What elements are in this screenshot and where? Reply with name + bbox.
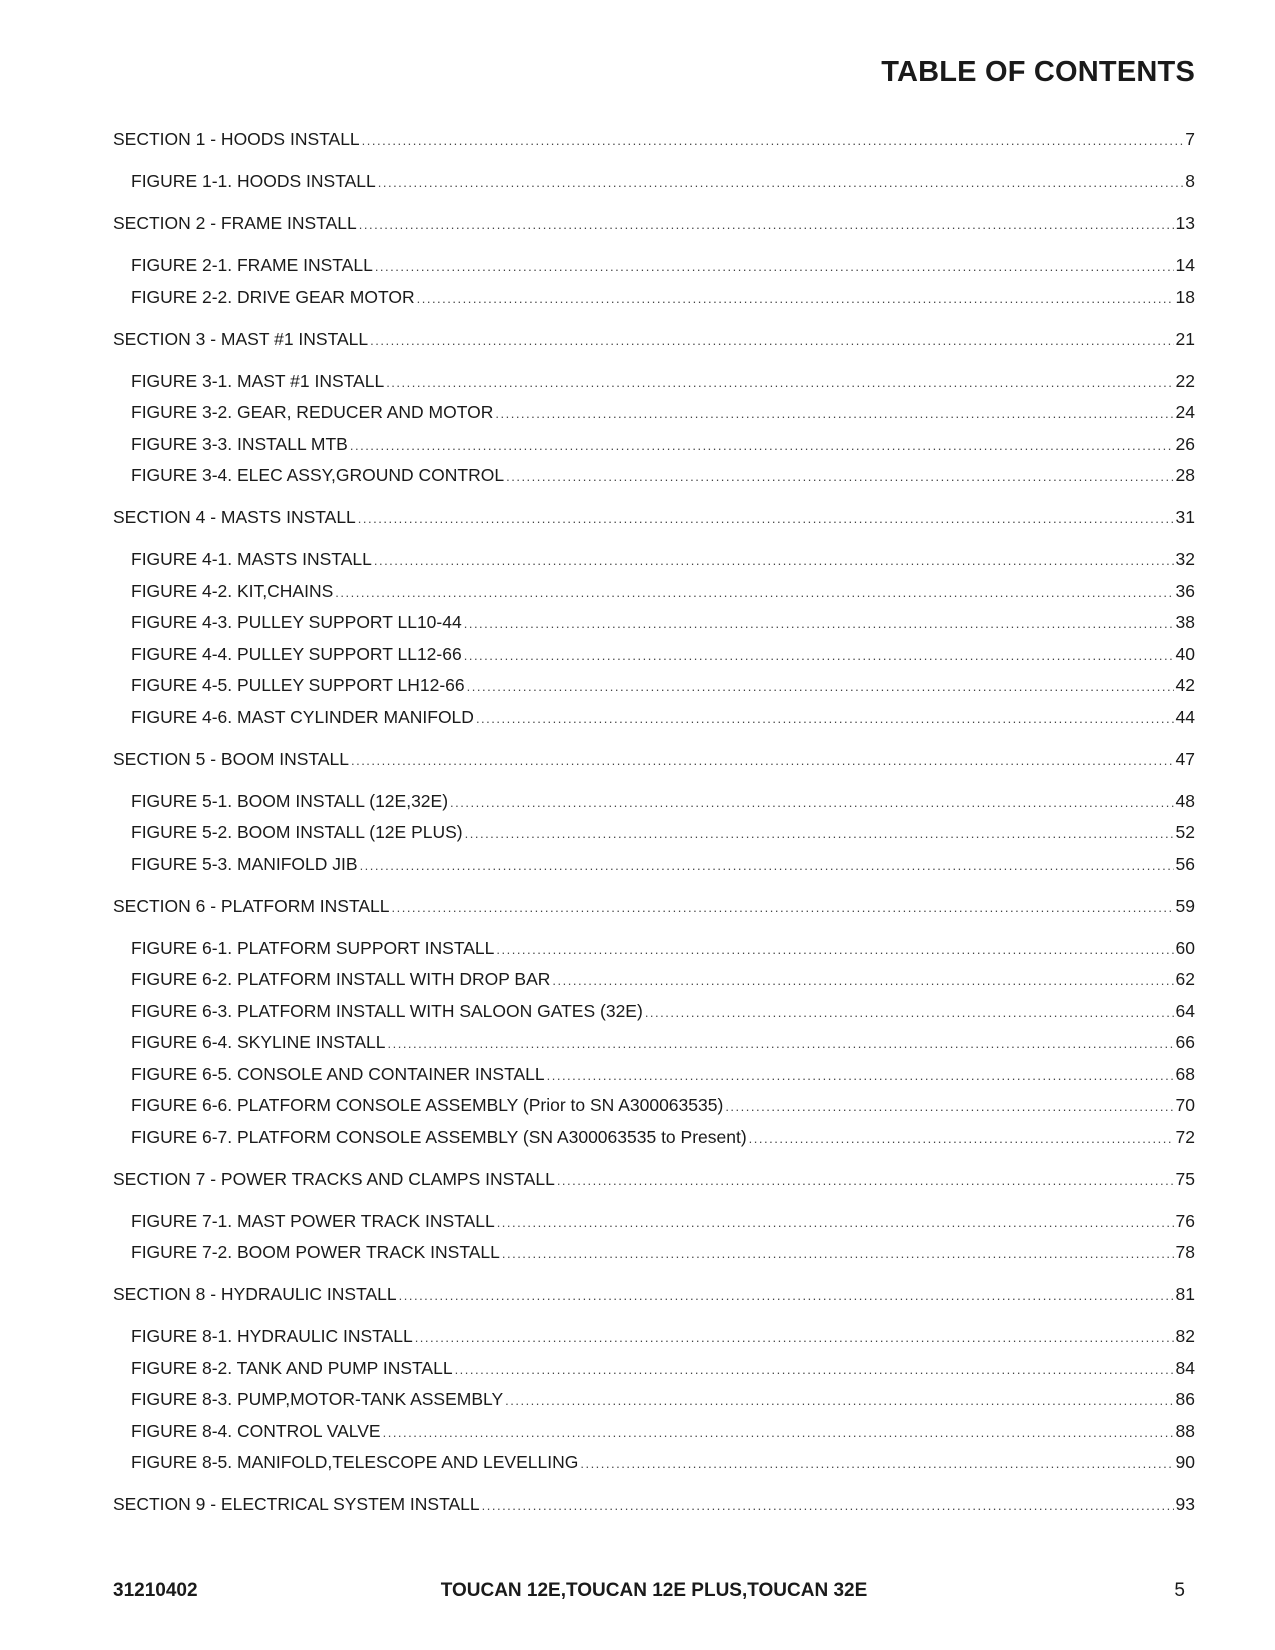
toc-entry-page: 68 [1175, 1063, 1195, 1084]
dot-leader [362, 130, 1184, 152]
toc-entry-page: 56 [1175, 853, 1195, 874]
toc-entry-label: FIGURE 4-1. MASTS INSTALL [131, 549, 372, 569]
toc-entry-page: 70 [1175, 1095, 1195, 1115]
dot-leader [645, 1002, 1174, 1024]
toc-entry-page: 28 [1175, 465, 1195, 485]
toc-entry-label: FIGURE 4-6. MAST CYLINDER MANIFOLD [131, 706, 474, 727]
toc-figure-entry[interactable] [113, 433, 1195, 455]
dot-leader [359, 214, 1174, 236]
dot-leader [749, 1128, 1174, 1150]
toc-entry-page: 48 [1175, 790, 1195, 811]
dot-leader [450, 792, 1173, 814]
dot-leader [375, 256, 1174, 278]
toc-entry-label: SECTION 3 - MAST #1 INSTALL [113, 328, 369, 349]
toc-figure-entry[interactable] [113, 580, 1195, 602]
toc-figure-entry[interactable] [113, 790, 1195, 812]
toc-entry-page: 86 [1175, 1389, 1195, 1409]
dot-leader [415, 1327, 1174, 1349]
toc-entry-page: 22 [1175, 370, 1195, 391]
dot-leader [455, 1359, 1174, 1381]
toc-entry-page: 36 [1175, 580, 1195, 601]
toc-figure-entry[interactable] [113, 170, 1195, 192]
toc-figure-entry[interactable] [113, 1241, 1195, 1263]
toc-entry-label: FIGURE 7-2. BOOM POWER TRACK INSTALL [131, 1242, 500, 1262]
toc-entry-page: 18 [1175, 286, 1195, 307]
toc-figure-entry[interactable] [113, 1063, 1195, 1085]
toc-entry-page: 42 [1175, 675, 1195, 695]
toc-section-entry[interactable] [113, 506, 1195, 528]
toc-figure-entry[interactable] [113, 643, 1195, 665]
dot-leader [476, 708, 1174, 730]
toc-entry-label: FIGURE 6-5. CONSOLE AND CONTAINER INSTALL [131, 1063, 545, 1084]
toc-entry-page: 64 [1175, 1000, 1195, 1021]
dot-leader [506, 466, 1173, 488]
dot-leader [547, 1065, 1174, 1087]
toc-entry-label: FIGURE 4-3. PULLEY SUPPORT LL10-44 [131, 612, 462, 632]
toc-entry-page: 88 [1175, 1420, 1195, 1441]
toc-section-entry[interactable] [113, 1493, 1195, 1515]
toc-entry-label: FIGURE 4-4. PULLEY SUPPORT LL12-66 [131, 643, 462, 664]
toc-entry-page: 8 [1185, 171, 1195, 191]
toc-entry-page: 31 [1175, 507, 1195, 527]
toc-entry-page: 21 [1175, 328, 1195, 349]
dot-leader [497, 1212, 1174, 1234]
toc-entry-page: 24 [1175, 402, 1195, 422]
toc-figure-entry[interactable] [113, 1357, 1195, 1379]
toc-entry-label: SECTION 8 - HYDRAULIC INSTALL [113, 1284, 397, 1304]
toc-figure-entry[interactable] [113, 1000, 1195, 1022]
toc-figure-entry[interactable] [113, 370, 1195, 392]
toc-entry-page: 84 [1175, 1357, 1195, 1378]
toc-entry-label: FIGURE 5-1. BOOM INSTALL (12E,32E) [131, 790, 449, 811]
toc-entry-label: FIGURE 8-4. CONTROL VALVE [131, 1420, 381, 1441]
toc-section-entry[interactable] [113, 128, 1195, 150]
toc-entry-label: FIGURE 6-2. PLATFORM INSTALL WITH DROP BAR [131, 969, 551, 989]
toc-entry-label: SECTION 2 - FRAME INSTALL [113, 213, 357, 233]
toc-entry-page: 7 [1185, 129, 1195, 149]
dot-leader [557, 1170, 1174, 1192]
toc-entry-label: FIGURE 5-2. BOOM INSTALL (12E PLUS) [131, 822, 463, 842]
dot-leader [495, 403, 1173, 425]
dot-leader [358, 508, 1174, 530]
toc-section-entry[interactable] [113, 328, 1195, 350]
toc-figure-entry[interactable] [113, 1420, 1195, 1442]
toc-entry-label: FIGURE 3-2. GEAR, REDUCER AND MOTOR [131, 402, 494, 422]
dot-leader [417, 288, 1174, 310]
toc-section-entry[interactable] [113, 748, 1195, 770]
toc-entry-page: 44 [1175, 706, 1195, 727]
toc-entry-label: SECTION 6 - PLATFORM INSTALL [113, 895, 390, 916]
toc-entry-label: SECTION 5 - BOOM INSTALL [113, 748, 349, 769]
toc-figure-entry[interactable] [113, 821, 1195, 843]
toc-entry-label: FIGURE 8-3. PUMP,MOTOR-TANK ASSEMBLY [131, 1389, 504, 1409]
dot-leader [464, 613, 1174, 635]
toc-figure-entry[interactable] [113, 401, 1195, 423]
toc-figure-entry[interactable] [113, 254, 1195, 276]
dot-leader [350, 435, 1174, 457]
toc-entry-page: 47 [1175, 748, 1195, 769]
toc-figure-entry[interactable] [113, 1126, 1195, 1148]
dot-leader [399, 1285, 1174, 1307]
toc-entry-page: 76 [1175, 1210, 1195, 1231]
dot-leader [464, 645, 1174, 667]
toc-entry-page: 13 [1175, 213, 1195, 233]
toc-entry-label: SECTION 7 - POWER TRACKS AND CLAMPS INSTALL [113, 1168, 555, 1189]
toc-entry-page: 14 [1175, 255, 1195, 275]
toc-figure-entry[interactable] [113, 611, 1195, 633]
toc-entry-page: 52 [1175, 822, 1195, 842]
dot-leader [467, 676, 1174, 698]
dot-leader [725, 1096, 1173, 1118]
toc-entry-label: FIGURE 4-2. KIT,CHAINS [131, 580, 334, 601]
toc-entry-label: FIGURE 6-6. PLATFORM CONSOLE ASSEMBLY (Prior to SN A300063535) [131, 1095, 724, 1115]
toc-entry-page: 72 [1175, 1126, 1195, 1147]
toc-entry-page: 59 [1175, 895, 1195, 916]
toc-entry-page: 75 [1175, 1168, 1195, 1189]
toc-figure-entry[interactable] [113, 706, 1195, 728]
toc-entry-label: FIGURE 2-2. DRIVE GEAR MOTOR [131, 286, 415, 307]
toc-entry-page: 81 [1175, 1284, 1195, 1304]
toc-entry-page: 62 [1175, 969, 1195, 989]
dot-leader [374, 550, 1174, 572]
toc-figure-entry[interactable] [113, 968, 1195, 990]
dot-leader [552, 970, 1173, 992]
dot-leader [502, 1243, 1174, 1265]
dot-leader [482, 1495, 1174, 1517]
toc-entry-label: FIGURE 4-5. PULLEY SUPPORT LH12-66 [131, 675, 465, 695]
toc-figure-entry[interactable] [113, 853, 1195, 875]
page-number: 5 [1174, 1580, 1185, 1601]
toc-entry-label: FIGURE 6-3. PLATFORM INSTALL WITH SALOON GATES (32E) [131, 1000, 643, 1021]
toc-entry-label: FIGURE 6-4. SKYLINE INSTALL [131, 1032, 386, 1052]
toc-entry-page: 38 [1175, 612, 1195, 632]
toc-entry-label: FIGURE 7-1. MAST POWER TRACK INSTALL [131, 1210, 495, 1231]
toc-section-entry[interactable] [113, 1168, 1195, 1190]
page-title: TABLE OF CONTENTS [881, 56, 1195, 88]
toc-entry-page: 26 [1175, 433, 1195, 454]
document-number: 31210402 [113, 1580, 198, 1601]
dot-leader [465, 823, 1174, 845]
toc-figure-entry[interactable] [113, 286, 1195, 308]
toc-entry-label: FIGURE 8-1. HYDRAULIC INSTALL [131, 1326, 413, 1346]
toc-entry-label: FIGURE 8-2. TANK AND PUMP INSTALL [131, 1357, 453, 1378]
dot-leader [378, 172, 1184, 194]
toc-entry-label: SECTION 9 - ELECTRICAL SYSTEM INSTALL [113, 1494, 480, 1514]
toc-entry-label: FIGURE 3-1. MAST #1 INSTALL [131, 370, 385, 391]
toc-entry-page: 60 [1175, 937, 1195, 958]
toc-entry-page: 66 [1175, 1032, 1195, 1052]
toc-entry-label: FIGURE 8-5. MANIFOLD,TELESCOPE AND LEVELLING [131, 1452, 579, 1472]
toc-section-entry[interactable] [113, 212, 1195, 234]
toc-entry-label: FIGURE 1-1. HOODS INSTALL [131, 171, 376, 191]
dot-leader [387, 1033, 1173, 1055]
toc-entry-page: 93 [1175, 1494, 1195, 1514]
toc-figure-entry[interactable] [113, 1388, 1195, 1410]
toc-entry-page: 82 [1175, 1326, 1195, 1346]
toc-figure-entry[interactable] [113, 1094, 1195, 1116]
dot-leader [335, 582, 1173, 604]
toc-entry-label: FIGURE 5-3. MANIFOLD JIB [131, 853, 358, 874]
dot-leader [505, 1390, 1173, 1412]
dot-leader [383, 1422, 1174, 1444]
dot-leader [360, 855, 1174, 877]
toc-entry-label: FIGURE 6-7. PLATFORM CONSOLE ASSEMBLY (SN A300063535 to Present) [131, 1126, 747, 1147]
toc-entry-label: FIGURE 3-3. INSTALL MTB [131, 433, 348, 454]
toc-figure-entry[interactable] [113, 1451, 1195, 1473]
model-name: TOUCAN 12E,TOUCAN 12E PLUS,TOUCAN 32E [440, 1580, 868, 1601]
toc-entry-label: SECTION 4 - MASTS INSTALL [113, 507, 356, 527]
toc-entry-label: SECTION 1 - HOODS INSTALL [113, 129, 360, 149]
toc-figure-entry[interactable] [113, 1031, 1195, 1053]
toc-figure-entry[interactable] [113, 1210, 1195, 1232]
page-footer [113, 1580, 1195, 1604]
dot-leader [351, 750, 1174, 772]
toc-figure-entry[interactable] [113, 674, 1195, 696]
toc-figure-entry[interactable] [113, 937, 1195, 959]
dot-leader [496, 939, 1173, 961]
toc-entry-label: FIGURE 3-4. ELEC ASSY,GROUND CONTROL [131, 465, 505, 485]
toc-entry-page: 40 [1175, 643, 1195, 664]
dot-leader [391, 897, 1173, 919]
toc-figure-entry[interactable] [113, 464, 1195, 486]
dot-leader [580, 1453, 1173, 1475]
dot-leader [386, 372, 1173, 394]
toc-entry-label: FIGURE 6-1. PLATFORM SUPPORT INSTALL [131, 937, 495, 958]
toc-entry-label: FIGURE 2-1. FRAME INSTALL [131, 255, 373, 275]
toc-section-entry[interactable] [113, 895, 1195, 917]
toc-entry-page: 32 [1175, 549, 1195, 569]
dot-leader [370, 330, 1173, 352]
toc-figure-entry[interactable] [113, 1325, 1195, 1347]
toc-list [113, 128, 1195, 1515]
toc-entry-page: 78 [1175, 1242, 1195, 1262]
toc-figure-entry[interactable] [113, 548, 1195, 570]
toc-entry-page: 90 [1175, 1452, 1195, 1472]
toc-section-entry[interactable] [113, 1283, 1195, 1305]
